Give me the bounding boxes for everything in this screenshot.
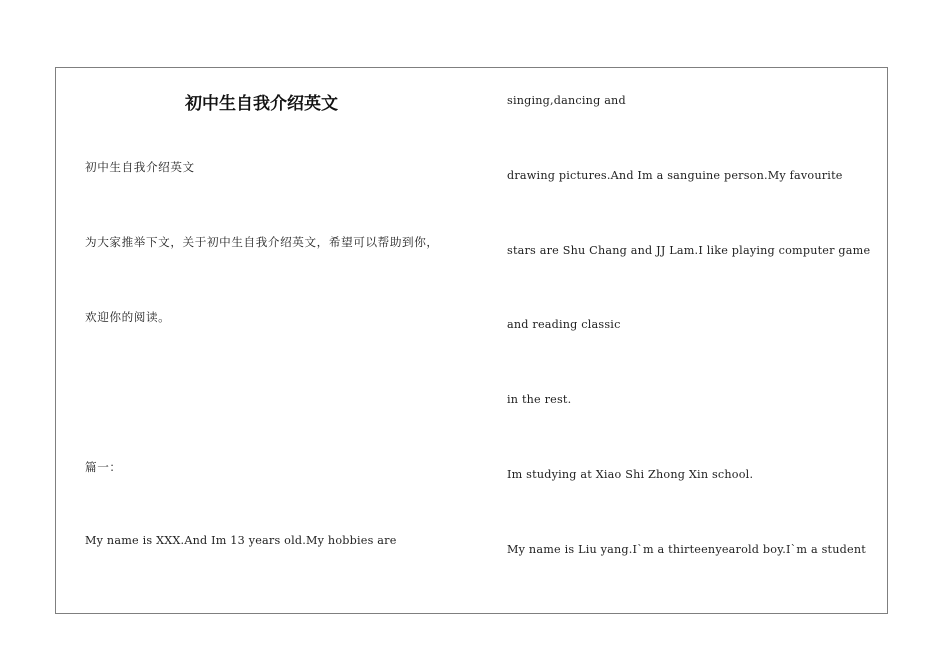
right-line-5: in the rest. (507, 393, 572, 406)
left-line-1: 初中生自我介绍英文 (85, 160, 195, 174)
right-line-1: singing,dancing and (507, 94, 626, 107)
left-line-3: 欢迎你的阅读。 (85, 310, 171, 324)
right-line-6: Im studying at Xiao Shi Zhong Xin school. (507, 468, 754, 481)
left-line-4: 篇一： (85, 460, 122, 474)
left-line-5: My name is XXX.And Im 13 years old.My hobbies are (85, 534, 397, 547)
right-line-4: and reading classic (507, 318, 621, 331)
left-line-2: 为大家推举下文，关于初中生自我介绍英文，希望可以帮助到你， (85, 235, 439, 249)
right-line-7: My name is Liu yang.I`m a thirteenyearold boy.I`m a student (507, 543, 866, 556)
right-line-3: stars are Shu Chang and JJ Lam.I like playing computer game (507, 244, 871, 257)
document-title: 初中生自我介绍英文 (185, 94, 338, 114)
right-line-2: drawing pictures.And Im a sanguine person.My favourite (507, 169, 843, 182)
page-frame (55, 67, 888, 614)
